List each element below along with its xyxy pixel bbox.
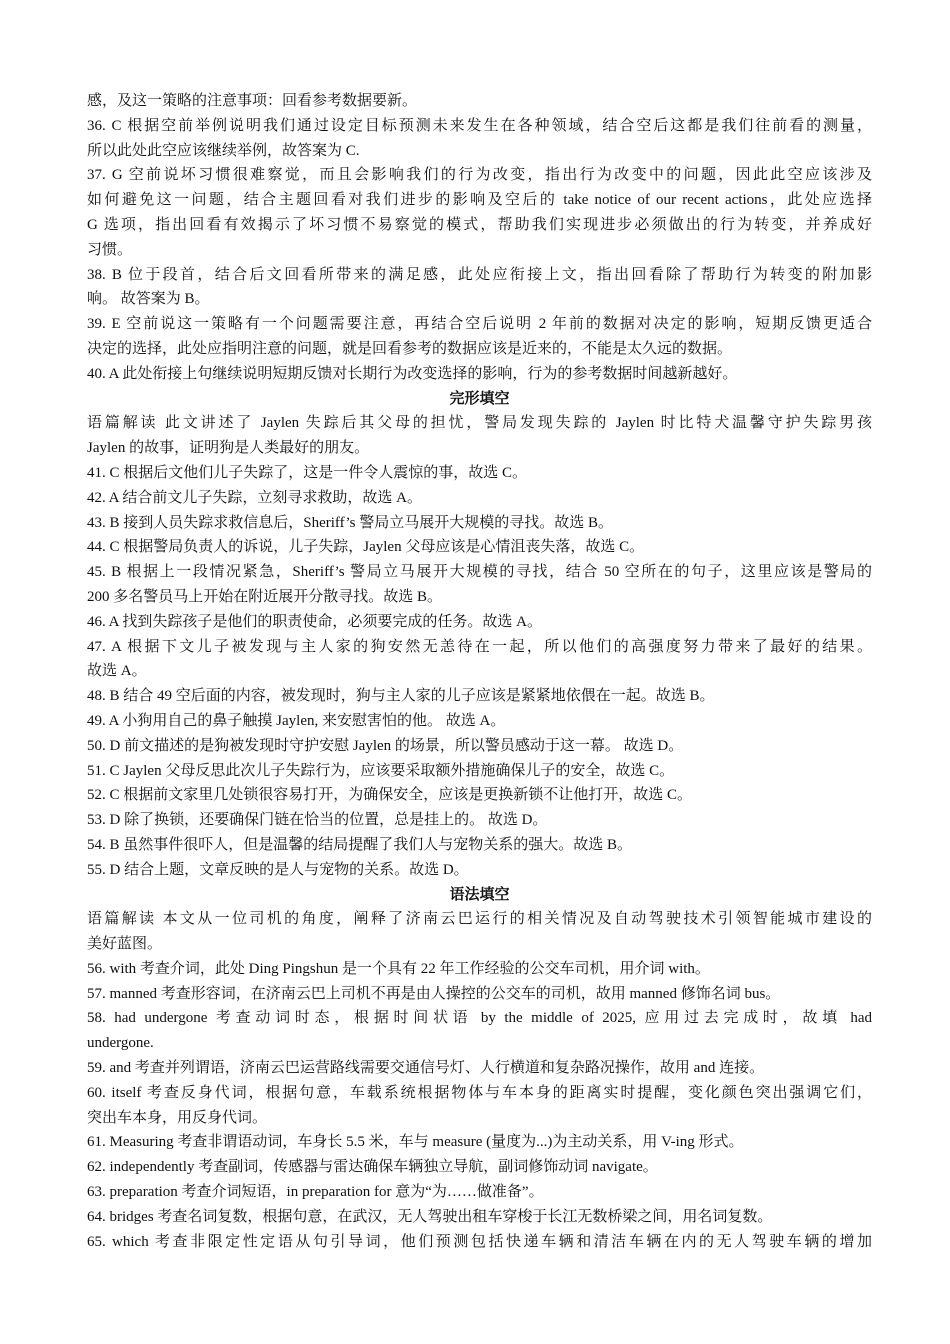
text-line: 60. itself 考查反身代词，根据句意，车载系统根据物体与车本身的距离实时提醒，变化颜色突出强调它们， — [87, 1084, 872, 1101]
text-line: 所以此处此空应该继续举例，故答案为 C. — [87, 142, 360, 159]
text-line: 语篇解读 此文讲述了 Jaylen 失踪后其父母的担忧，警局发现失踪的 Jaylen 时比特犬温馨守护失踪男孩 — [87, 415, 872, 432]
text-line: 美好蓝图。 — [87, 936, 163, 953]
text-line: 63. preparation 考查介词短语，in preparation for 意为“为……做准备”。 — [87, 1184, 544, 1201]
text-line: 65. which 考查非限定性定语从句引导词，他们预测包括快递车辆和清洁车辆在内的无人驾驶车辆的增加 — [87, 1233, 872, 1250]
text-line: 语篇解读 本文从一位司机的角度，阐释了济南云巴运行的相关情况及自动驾驶技术引领智能城市建设的 — [87, 911, 872, 928]
text-line: 59. and 考查并列谓语，济南云巴运营路线需要交通信号灯、人行横道和复杂路况操作，故用 and 连接。 — [87, 1060, 765, 1077]
text-line: 习惯。 — [87, 241, 133, 258]
section-heading: 完形填空 — [449, 390, 510, 407]
text-line: 57. manned 考查形容词，在济南云巴上司机不再是由人操控的公交车的司机，故用 manned 修饰名词 bus。 — [87, 985, 781, 1002]
text-line: 51. C Jaylen 父母反思此次儿子失踪行为，应该要采取额外措施确保儿子的安全，故选 C。 — [87, 762, 675, 779]
text-line: 55. D 结合上题，文章反映的是人与宠物的关系。故选 D。 — [87, 861, 469, 878]
text-line: 36. C 根据空前举例说明我们通过设定目标预测未来发生在各种领域，结合空后这都是我们往前看的测量， — [87, 117, 872, 134]
text-line: 50. D 前文描述的是狗被发现时守护安慰 Jaylen 的场景，所以警员感动于这一幕。 故选 D。 — [87, 737, 684, 754]
section-heading: 语法填空 — [449, 886, 510, 903]
text-line: 39. E 空前说这一策略有一个问题需要注意，再结合空后说明 2 年前的数据对决定的影响，短期反馈更适合 — [87, 316, 872, 333]
text-line: 故选 A。 — [87, 663, 147, 680]
text-line: 如何避免这一问题，结合主题回看对我们进步的影响及空后的 take notice of our recent actions，此处应选择 — [87, 192, 872, 209]
text-line: 感，及这一策略的注意事项：回看参考数据要新。 — [87, 93, 418, 109]
text-line: Jaylen 的故事，证明狗是人类最好的朋友。 — [87, 440, 370, 457]
text-line: 48. B 结合 49 空后面的内容，被发现时，狗与主人家的儿子应该是紧紧地依偎在一起。故选 B。 — [87, 688, 715, 705]
text-line: 43. B 接到人员失踪求救信息后，Sheriff’s 警局立马展开大规模的寻找。故选 B。 — [87, 514, 613, 531]
text-line: 64. bridges 考查名词复数，根据句意，在武汉，无人驾驶出租车穿梭于长江无数桥梁之间，用名词复数。 — [87, 1208, 773, 1225]
text-line: 49. A 小狗用自己的鼻子触摸 Jaylen, 来安慰害怕的他。 故选 A。 — [87, 712, 506, 729]
text-line: 决定的选择，此处应指明注意的问题，就是回看参考的数据应该是近来的，不能是太久远的数据。 — [87, 340, 733, 357]
text-line: G 选项，指出回看有效揭示了坏习惯不易察觉的模式，帮助我们实现进步必须做出的行为转变，并养成好 — [87, 216, 872, 233]
text-line: 42. A 结合前文儿子失踪，立刻寻求救助，故选 A。 — [87, 489, 423, 506]
text-line: 40. A 此处衔接上句继续说明短期反馈对长期行为改变选择的影响，行为的参考数据时间越新越好。 — [87, 365, 738, 382]
text-line: 52. C 根据前文家里几处锁很容易打开，为确保安全，应该是更换新锁不让他打开，故选 C。 — [87, 787, 693, 804]
text-line: 37. G 空前说坏习惯很难察觉，而且会影响我们的行为改变，指出行为改变中的问题，因此此空应该涉及 — [87, 167, 872, 184]
text-line: 58. had undergone 考查动词时态，根据时间状语 by the middle of 2025, 应用过去完成时，故填 had — [87, 1010, 872, 1027]
text-line: 54. B 虽然事件很吓人，但是温馨的结局提醒了我们人与宠物关系的强大。故选 B。 — [87, 836, 633, 853]
text-line: 38. B 位于段首，结合后文回看所带来的满足感，此处应衔接上文，指出回看除了帮助行为转变的附加影 — [87, 266, 872, 283]
text-line: 61. Measuring 考查非谓语动词，车身长 5.5 米，车与 measure (量度为...)为主动关系，用 V-ing 形式。 — [87, 1134, 744, 1151]
text-line: 45. B 根据上一段情况紧急，Sheriff’s 警局立马展开大规模的寻找，结合 50 空所在的句子，这里应该是警局的 — [87, 564, 872, 581]
text-line: 46. A 找到失踪孩子是他们的职责使命，必须要完成的任务。故选 A。 — [87, 613, 543, 630]
text-line: 62. independently 考查副词，传感器与雷达确保车辆独立导航，副词修饰动词 navigate。 — [87, 1159, 658, 1176]
text-line: 200 多名警员马上开始在附近展开分散寻找。故选 B。 — [87, 588, 443, 605]
text-line: 响。 故答案为 B。 — [87, 291, 210, 308]
text-line: 53. D 除了换锁，还要确保门链在恰当的位置，总是挂上的。 故选 D。 — [87, 812, 548, 829]
text-line: 44. C 根据警局负责人的诉说，儿子失踪，Jaylen 父母应该是心情沮丧失落，故选 C。 — [87, 539, 645, 556]
text-line: undergone. — [87, 1035, 154, 1052]
text-line: 47. A 根据下文儿子被发现与主人家的狗安然无恙待在一起，所以他们的高强度努力带来了最好的结果。 — [87, 638, 872, 655]
text-line: 41. C 根据后文他们儿子失踪了，这是一件令人震惊的事，故选 C。 — [87, 464, 528, 481]
text-line: 突出车本身，用反身代词。 — [87, 1109, 268, 1126]
text-line: 56. with 考查介词，此处 Ding Pingshun 是一个具有 22 年工作经验的公交车司机，用介词 with。 — [87, 960, 710, 977]
